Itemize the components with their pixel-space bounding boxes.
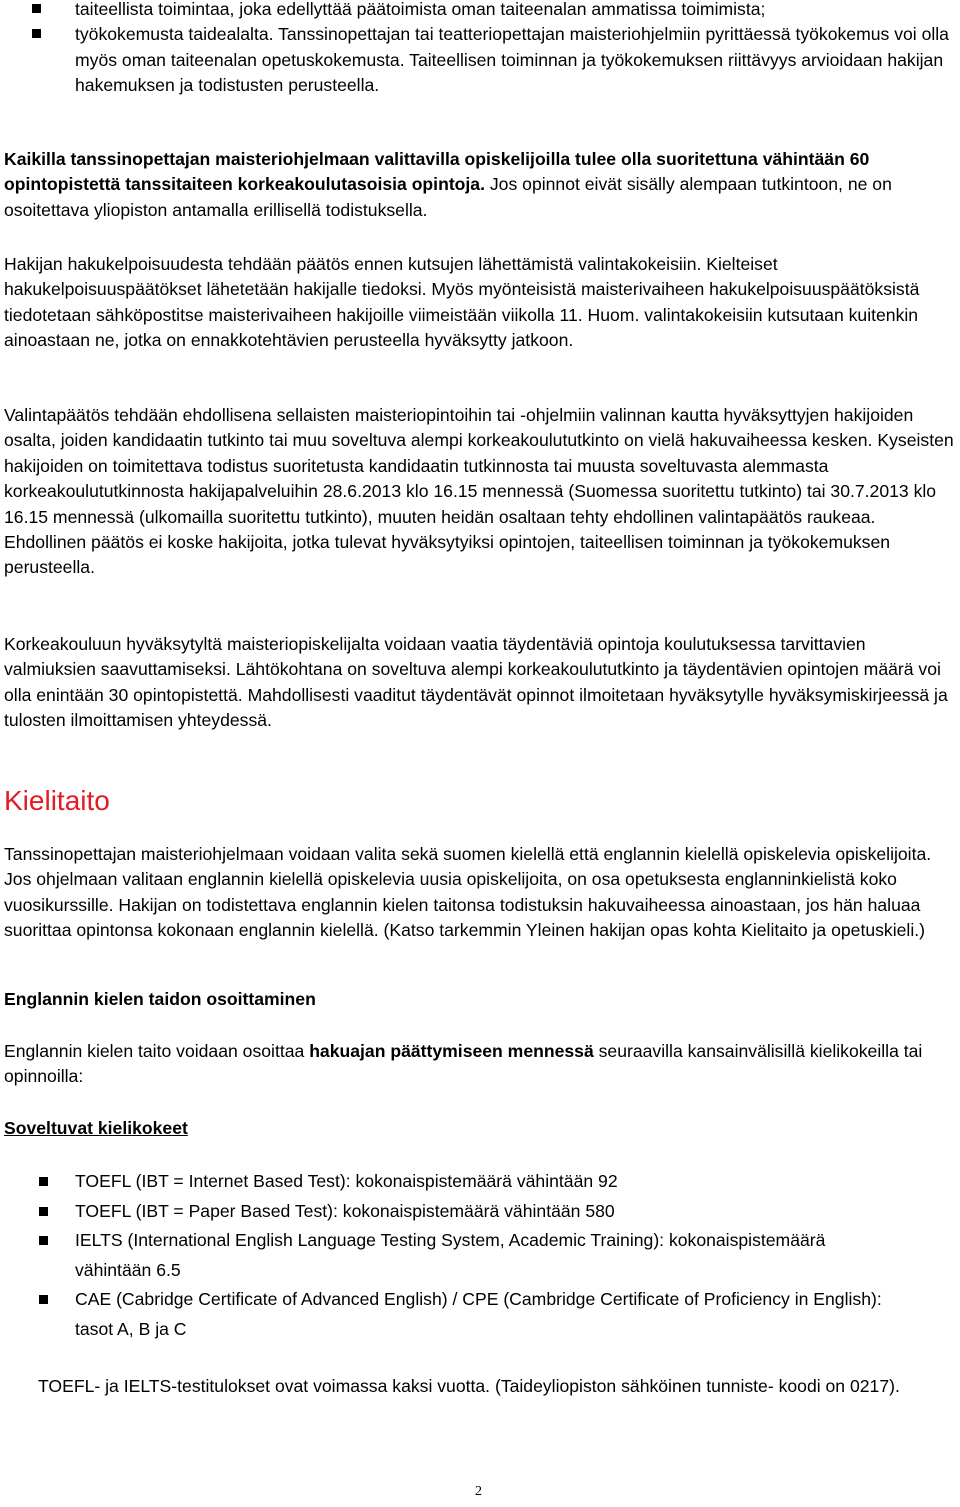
list-item-text: CAE (Cabridge Certificate of Advanced English) / CPE (Cambridge Certificate of Proficiency in English): tasot A, B ja C [75,1289,882,1339]
paragraph-text: Englannin kielen taito voidaan osoittaa [4,1041,310,1061]
square-bullet-icon [39,1177,48,1186]
list-item-text: taiteellista toimintaa, joka edellyttää päätoimista oman taiteenalan ammatissa toimimista; [75,0,766,19]
subheading-english-proof: Englannin kielen taidon osoittaminen [4,989,316,1009]
language-tests-list [4,1167,904,1344]
list-item [4,1197,904,1227]
paragraph-english-proof [4,1039,956,1090]
subheading-language-tests: Soveltuvat kielikokeet [4,1118,188,1138]
paragraph-text: Jos opinnot eivät sisälly alempaan tutkintoon, ne on osoitettava yliopiston antamalla erillisellä todistuksella. [4,174,892,220]
list-item [4,0,954,22]
list-item-text: työkokemusta taidealalta. Tanssinopettajan tai teatteriopettajan maisteriohjelmiin pyrittäessä työkokemus voi olla myös oman taiteenalan opetuskokemusta. Taiteellisen toiminnan ja työkokemuksen riittävyys arvioidaan hakijan hakemuksen ja todistusten perusteella. [75,24,949,96]
paragraph-validity-note: TOEFL- ja IELTS-testitulokset ovat voimassa kaksi vuotta. (Taideyliopiston sähköinen tunniste- koodi on 0217). [38,1376,900,1396]
list-item [4,1167,904,1197]
square-bullet-icon [32,4,41,13]
paragraph-text: seuraavilla kansainvälisillä kielikokeilla tai opinnoilla: [4,1041,923,1087]
list-item [4,1226,904,1285]
list-item-text: IELTS (International English Language Testing System, Academic Training): kokonaispistemäärä vähintään 6.5 [75,1230,826,1280]
bold-text: Kaikilla tanssinopettajan maisteriohjelmaan valittavilla opiskelijoilla tulee olla suoritettuna vähintään 60 opintopistettä tanssitaiteen korkeakoulutasoisia opintoja. [4,149,870,195]
paragraph-eligibility-decision: Hakijan hakukelpoisuudesta tehdään päätös ennen kutsujen lähettämistä valintakokeisiin. Kielteiset hakukelpoisuuspäätökset lähetetään hakijalle tiedoksi. Myös myönteisistä maisterivaiheen hakukelpoisuuspäätöksistä tiedotetaan sähköpostitse maisterivaiheen hakijoille viimeistään viikolla 11. Huom. valintakokeisiin kutsutaan kuitenkin ainoastaan ne, jotka on ennakkotehtävien perusteella hyväksytty jatkoon. [4,254,920,351]
page-number: 2 [475,1484,482,1499]
paragraph-supplementary-studies: Korkeakouluun hyväksytyltä maisteriopiskelijalta voidaan vaatia täydentäviä opintoja koulutuksessa tarvittavien valmiuksien saavuttamiseksi. Lähtökohtana on soveltuva alempi korkeakoulututkinto ja täydentävien opintojen määrä voi olla enintään 30 opintopistettä. Mahdollisesti vaaditut täydentävät opinnot ilmoitetaan hyväksytylle hyväksymiskirjeessä ja tulosten ilmoittamisen yhteydessä. [4,634,948,731]
requirements-bullet-list [4,0,954,99]
paragraph-conditional-decision: Valintapäätös tehdään ehdollisena sellaisten maisteriopintoihin tai -ohjelmiin valinnan kautta hyväksyttyjen hakijoiden osalta, joiden kandidaatin tutkinto tai muu soveltuva alempi korkeakoulututkinto on vielä hakuvaiheessa kesken. Kyseisten hakijoiden on toimitettava todistus suoritetusta kandidaatin tutkinnosta tai muusta soveltuvasta alemmasta korkeakoulututkinnosta hakijapalveluihin 28.6.2013 klo 16.15 mennessä (Suomessa suoritettu tutkinto) tai 30.7.2013 klo 16.15 mennessä (ulkomailla suoritettu tutkinto), muuten heidän osaltaan tehty ehdollinen valintapäätös raukeaa. Ehdollinen päätös ei koske hakijoita, jotka tulevat hyväksytyiksi opintojen, taiteellisen toiminnan ja työkokemuksen perusteella. [4,405,954,578]
paragraph-credit-requirement [4,147,956,223]
bold-text: hakuajan päättymiseen mennessä [309,1041,594,1061]
list-item-text: TOEFL (IBT = Paper Based Test): kokonaispistemäärä vähintään 580 [75,1200,615,1221]
square-bullet-icon [32,29,41,38]
list-item-text: TOEFL (IBT = Internet Based Test): kokonaispistemäärä vähintään 92 [75,1171,618,1191]
square-bullet-icon [39,1207,48,1216]
list-item [4,1285,904,1344]
section-heading-kielitaito: Kielitaito [4,785,110,816]
paragraph-language-of-study: Tanssinopettajan maisteriohjelmaan voidaan valita sekä suomen kielellä että englannin kielellä opiskelevia opiskelijoita. Jos ohjelmaan valitaan englannin kielellä opiskelevia uusia opiskelijoita, on osa opetuksesta englanninkielistä koko vuosikurssille. Hakijan on todistettava englannin kielen taitonsa todistuksin hakuvaiheessa ainoastaan, jos hän haluaa suorittaa opintonsa kokonaan englannin kielellä. (Katso tarkemmin Yleinen hakijan opas kohta Kielitaito ja opetuskieli.) [4,844,932,941]
square-bullet-icon [39,1295,48,1304]
list-item [4,22,954,98]
square-bullet-icon [39,1236,48,1245]
